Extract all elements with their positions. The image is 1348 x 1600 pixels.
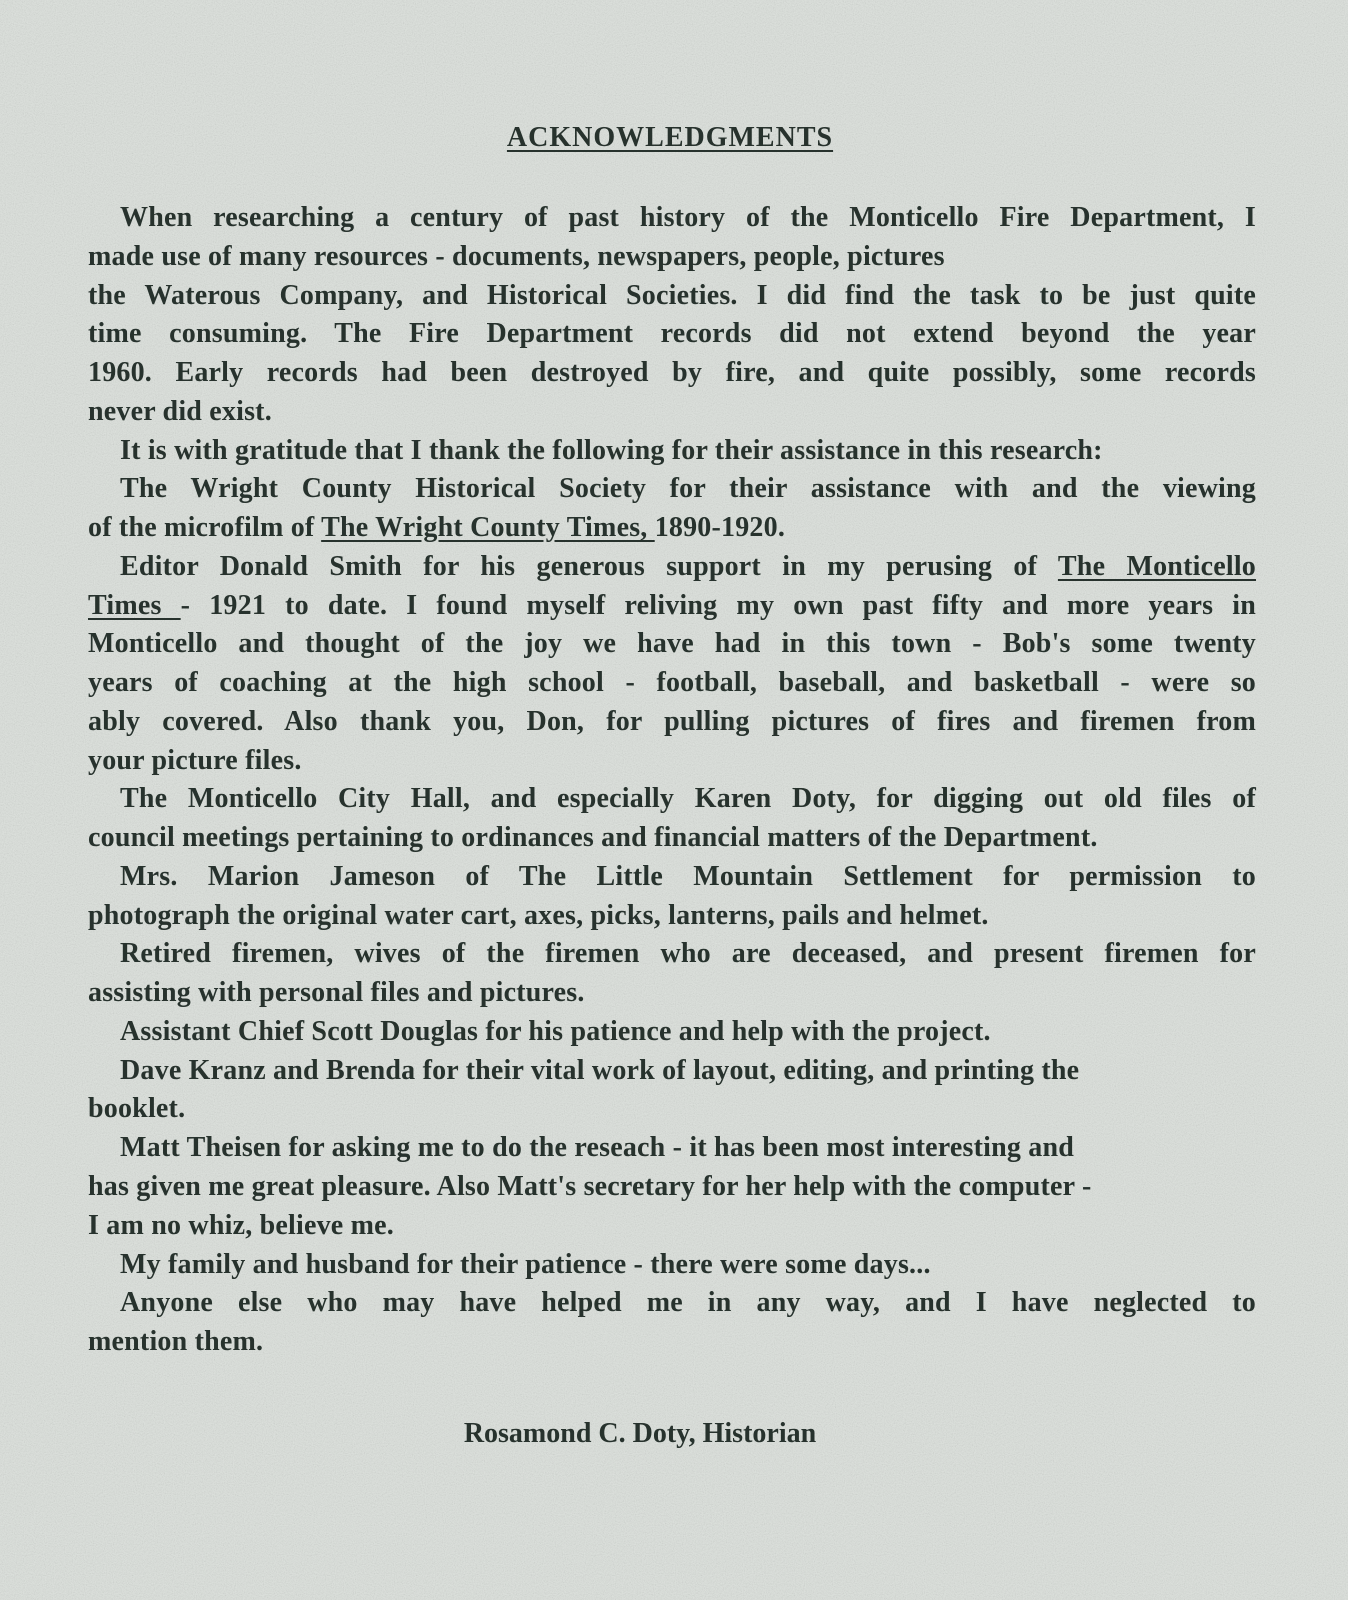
text-line bbox=[88, 664, 1256, 702]
text-segment: has given me great pleasure. Also Matt's secretary for her help with the computer - bbox=[88, 1171, 1092, 1202]
text-line bbox=[88, 393, 1256, 431]
text-segment: of the microfilm of bbox=[88, 512, 322, 544]
text-line bbox=[88, 315, 1256, 353]
text-line bbox=[120, 935, 1256, 973]
text-line bbox=[88, 1168, 1256, 1206]
signature: Rosamond C. Doty, Historian bbox=[463, 1418, 817, 1449]
text-segment: council meetings pertaining to ordinances and financial matters of the Department. bbox=[88, 822, 1098, 854]
text-segment: years of coaching at the high school - football, baseball, and basketball - were so bbox=[88, 667, 1256, 699]
text-segment: Dave Kranz and Brenda for their vital work of layout, editing, and printing the bbox=[120, 1054, 1080, 1086]
text-line bbox=[120, 1013, 1256, 1051]
underlined-title: The Wright County Times, bbox=[321, 512, 655, 544]
text-line bbox=[120, 1284, 1256, 1322]
text-line bbox=[120, 858, 1256, 896]
text-line bbox=[88, 897, 1256, 935]
text-segment: never did exist. bbox=[88, 395, 272, 427]
text-segment: Anyone else who may have helped me in any way, and I have neglected to bbox=[120, 1287, 1256, 1319]
text-line bbox=[120, 470, 1256, 508]
text-segment: the Waterous Company, and Historical Societies. I did find the task to be just quite bbox=[88, 279, 1256, 311]
text-line bbox=[88, 1323, 1256, 1361]
text-line bbox=[88, 1090, 1256, 1128]
underlined-title: The Monticello bbox=[1057, 550, 1256, 582]
text-segment: made use of many resources - documents, newspapers, people, pictures bbox=[88, 240, 945, 272]
text-line bbox=[88, 742, 1256, 780]
text-line bbox=[88, 625, 1256, 663]
text-segment: assisting with personal files and pictures. bbox=[88, 977, 585, 1009]
text-line bbox=[120, 1052, 1256, 1090]
page-title: ACKNOWLEDGMENTS bbox=[506, 122, 834, 153]
text-line bbox=[120, 1129, 1256, 1167]
text-segment: photograph the original water cart, axes, picks, lanterns, pails and helmet. bbox=[88, 899, 989, 931]
text-segment: Editor Donald Smith for his generous support in my perusing of bbox=[120, 550, 1058, 582]
text-line bbox=[120, 548, 1256, 586]
text-segment: 1890-1920. bbox=[654, 512, 786, 544]
text-line bbox=[88, 354, 1256, 392]
text-segment: 1960. Early records had been destroyed by fire, and quite possibly, some records bbox=[88, 357, 1256, 389]
text-line bbox=[88, 238, 1256, 276]
text-segment: Monticello and thought of the joy we have had in this town - Bob's some twenty bbox=[88, 628, 1256, 660]
text-segment: Retired firemen, wives of the firemen who are deceased, and present firemen for bbox=[120, 938, 1256, 970]
text-line bbox=[120, 780, 1256, 818]
text-segment: When researching a century of past history of the Monticello Fire Department, I bbox=[120, 202, 1256, 233]
text-segment: Mrs. Marion Jameson of The Little Mountain Settlement for permission to bbox=[120, 860, 1256, 892]
text-line bbox=[88, 819, 1256, 857]
text-line bbox=[88, 974, 1256, 1012]
text-segment: Matt Theisen for asking me to do the reseach - it has been most interesting and bbox=[120, 1132, 1075, 1164]
text-segment: booklet. bbox=[88, 1093, 186, 1125]
text-line bbox=[120, 432, 1256, 470]
text-line bbox=[88, 1207, 1256, 1245]
text-segment: Assistant Chief Scott Douglas for his patience and help with the project. bbox=[120, 1015, 991, 1047]
text-segment: The Monticello City Hall, and especially Karen Doty, for digging out old files of bbox=[120, 783, 1256, 815]
text-line bbox=[120, 1246, 1256, 1284]
text-segment: My family and husband for their patience - there were some days... bbox=[120, 1248, 931, 1280]
text-line bbox=[120, 199, 1256, 237]
text-line bbox=[88, 277, 1256, 315]
text-line bbox=[88, 587, 1256, 625]
underlined-title: Times bbox=[88, 589, 181, 621]
text-segment: your picture files. bbox=[88, 744, 302, 776]
text-segment: - 1921 to date. I found myself reliving my own past fifty and more years in bbox=[180, 589, 1256, 621]
text-line bbox=[88, 703, 1256, 741]
text-segment: The Wright County Historical Society for their assistance with and the viewing bbox=[120, 473, 1256, 505]
text-segment: It is with gratitude that I thank the following for their assistance in this research: bbox=[120, 434, 1103, 466]
text-segment: mention them. bbox=[88, 1326, 264, 1358]
text-line bbox=[88, 509, 1256, 547]
text-segment: ably covered. Also thank you, Don, for pulling pictures of fires and firemen from bbox=[88, 705, 1256, 737]
text-segment: I am no whiz, believe me. bbox=[88, 1209, 394, 1241]
text-segment: time consuming. The Fire Department records did not extend beyond the year bbox=[88, 318, 1256, 350]
